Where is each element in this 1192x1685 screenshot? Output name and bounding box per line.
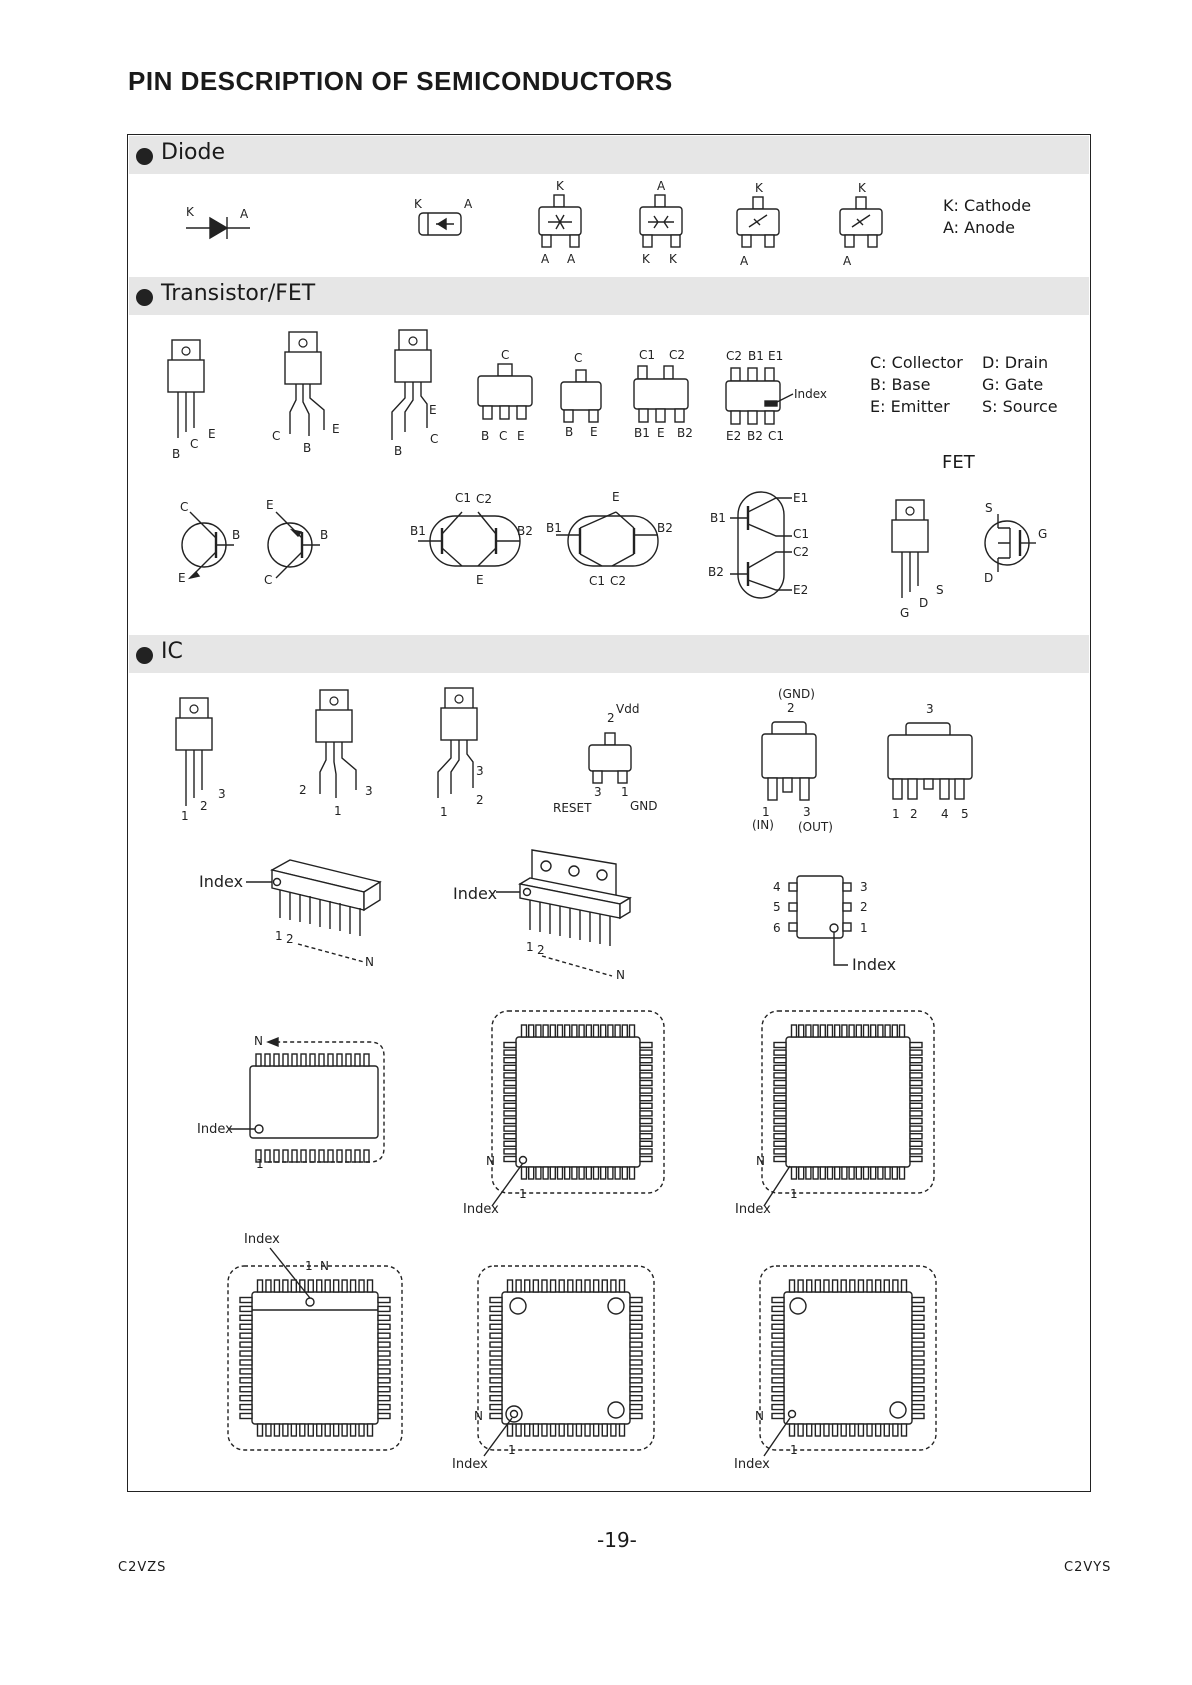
svg-text:1: 1 [275,929,283,943]
svg-text:E: E [208,427,216,441]
svg-text:1: 1 [508,1443,516,1457]
svg-text:2: 2 [607,711,615,725]
index-label-qfp1: Index [463,1202,499,1217]
section-ic-title: IC [161,639,183,664]
svg-text:B1: B1 [634,426,650,440]
svg-text:K: K [858,181,866,195]
svg-text:5: 5 [773,900,781,914]
svg-text:1: 1 [181,809,189,823]
svg-text:1: 1 [256,1157,264,1171]
svg-text:2: 2 [787,701,795,715]
ic-to220-2 [316,690,356,798]
svg-text:1: 1 [519,1187,527,1201]
svg-text:1: 1 [440,805,448,819]
sot-diode-4 [840,197,882,247]
gnd-paren-label: (GND) [778,687,815,701]
svg-text:C: C [430,432,439,446]
svg-text:B2: B2 [747,429,763,443]
svg-text:4: 4 [773,880,781,894]
pnp-symbol [268,512,320,578]
dual-transistor-5pin [634,366,688,422]
svg-text:B2: B2 [517,524,533,538]
svg-text:3: 3 [365,784,373,798]
svg-text:B: B [565,425,574,439]
sot-diode-3 [737,197,779,247]
svg-text:1: 1 [790,1187,798,1201]
qfp-a [492,1011,664,1206]
qfp-e [760,1266,936,1456]
svg-text:B2: B2 [657,521,673,535]
svg-text:A: A [567,252,576,266]
fet-package [892,500,928,598]
svg-text:D: D [984,571,994,585]
reset-label: RESET [553,801,592,815]
legend-base: B: Base [870,375,931,394]
svg-text:N: N [365,955,374,969]
svg-text:A: A [240,207,249,221]
svg-text:A: A [843,254,852,268]
svg-text:B: B [232,528,241,542]
svg-text:D: D [919,596,929,610]
svg-text:B: B [320,528,329,542]
svg-text:E1: E1 [793,491,809,505]
sot89-transistor [478,364,532,419]
ic-sot5-regulator [888,723,972,799]
svg-text:K: K [414,197,422,211]
ic-sip-2 [496,850,630,976]
qfp-d [478,1266,654,1456]
svg-text:2: 2 [910,807,918,821]
svg-text:C1: C1 [768,429,785,443]
to220-transistor-1 [168,340,204,438]
legend-anode: A: Anode [943,218,1016,237]
footer-right-code: C2VYS [1064,1560,1112,1575]
svg-text:G: G [1038,527,1048,541]
svg-text:E: E [429,403,437,417]
qfp-c [228,1248,402,1450]
sot23-transistor [561,370,601,422]
svg-text:B1: B1 [546,521,562,535]
svg-text:E: E [178,571,186,585]
dual-vertical-symbol [730,492,792,598]
svg-text:B1: B1 [410,524,426,538]
svg-text:3: 3 [926,702,934,716]
svg-text:3: 3 [594,785,602,799]
legend-cathode: K: Cathode [943,196,1032,215]
svg-text:E2: E2 [726,429,742,443]
svg-text:E: E [332,422,340,436]
qfp-b [762,1011,934,1206]
svg-text:C: C [190,437,199,451]
svg-text:4: 4 [941,807,949,821]
svg-text:K: K [755,181,763,195]
svg-text:N: N [756,1154,765,1168]
index-label-qfp5: Index [734,1457,770,1472]
svg-text:S: S [985,501,993,515]
svg-text:B1: B1 [710,511,726,525]
svg-text:C2: C2 [726,349,743,363]
index-label-sip2: Index [453,884,498,903]
svg-text:B: B [303,441,312,455]
svg-text:2: 2 [200,799,208,813]
svg-text:1: 1 [762,805,770,819]
svg-text:C: C [499,429,508,443]
svg-text:C1: C1 [639,348,656,362]
index-label-sop: Index [197,1122,233,1137]
legend-emitter: E: Emitter [870,397,950,416]
svg-text:E: E [657,426,665,440]
page-number: -19- [597,1528,637,1552]
svg-text:1: 1 [860,921,868,935]
svg-text:N: N [474,1409,483,1423]
dual-transistor-6pin [726,368,793,424]
svg-text:A: A [657,179,666,193]
to220-transistor-3 [392,330,431,440]
svg-text:N: N [486,1154,495,1168]
svg-text:2: 2 [286,932,294,946]
svg-text:2: 2 [860,900,868,914]
in-label: (IN) [752,818,774,832]
svg-text:C: C [574,351,583,365]
svg-text:1: 1 [334,804,342,818]
vdd-label: Vdd [616,702,640,716]
svg-text:E: E [517,429,525,443]
svg-text:C: C [272,429,281,443]
out-label: (OUT) [798,820,833,834]
svg-text:K: K [556,179,564,193]
svg-text:A: A [464,197,473,211]
svg-text:S: S [936,583,944,597]
svg-text:3: 3 [803,805,811,819]
svg-text:B: B [481,429,490,443]
section-diode-title: Diode [161,140,226,165]
sot-diode-1 [539,195,581,247]
svg-text:5: 5 [961,807,969,821]
svg-text:C: C [180,500,189,514]
svg-text:K: K [186,205,194,219]
svg-text:1: 1 [790,1443,798,1457]
ic-to220-1 [176,698,212,806]
svg-text:E: E [266,498,274,512]
ic-sop6 [789,876,851,965]
svg-text:B: B [394,444,403,458]
legend-collector: C: Collector [870,353,963,372]
svg-text:3: 3 [476,764,484,778]
svg-text:B: B [172,447,181,461]
svg-text:2: 2 [537,943,545,957]
index-label-sot6: Index [794,387,828,401]
footer-left-code: C2VZS [118,1560,167,1575]
dual-npn-symbol [418,512,520,566]
index-label-sip1: Index [199,872,244,891]
diode-package [419,213,461,235]
fet-symbol [985,514,1036,572]
svg-text:B2: B2 [708,565,724,579]
sot-diode-2 [640,195,682,247]
ic-sip-1 [246,860,380,962]
svg-text:K: K [669,252,677,266]
svg-text:1: 1 [305,1259,313,1273]
legend-source: S: Source [982,397,1058,416]
ic-to220-3 [438,688,477,798]
gnd-label: GND [630,799,658,813]
svg-text:E: E [612,490,620,504]
svg-text:B1: B1 [748,349,764,363]
svg-text:N: N [320,1259,329,1273]
index-label-sop6: Index [852,955,897,974]
svg-text:K: K [642,252,650,266]
svg-text:1: 1 [526,940,534,954]
svg-text:G: G [900,606,910,620]
svg-text:2: 2 [299,783,307,797]
svg-text:E2: E2 [793,583,809,597]
svg-text:C2: C2 [610,574,627,588]
section-transistor-title: Transistor/FET [161,281,316,306]
svg-text:1: 1 [621,785,629,799]
svg-text:C: C [264,573,273,587]
svg-text:E1: E1 [768,349,784,363]
svg-text:C1: C1 [793,527,810,541]
ic-sot89-regulator [762,722,816,800]
svg-text:A: A [541,252,550,266]
svg-text:C1: C1 [455,491,472,505]
svg-text:6: 6 [773,921,781,935]
svg-text:C2: C2 [476,492,493,506]
svg-text:C: C [501,348,510,362]
svg-text:N: N [616,968,625,982]
ic-sot23-regulator [589,733,631,783]
svg-text:3: 3 [218,787,226,801]
to220-transistor-2 [285,332,324,436]
svg-text:N: N [254,1034,263,1048]
svg-text:C1: C1 [589,574,606,588]
legend-gate: G: Gate [982,375,1044,394]
index-label-qfp3: Index [244,1232,280,1247]
dual-pnp-symbol [556,512,658,566]
ic-sop-wide [230,1038,384,1162]
svg-text:1: 1 [892,807,900,821]
npn-symbol [182,512,234,578]
page-title: PIN DESCRIPTION OF SEMICONDUCTORS [128,66,673,96]
index-label-qfp4: Index [452,1457,488,1472]
svg-text:A: A [740,254,749,268]
svg-text:E: E [476,573,484,587]
legend-drain: D: Drain [982,353,1049,372]
svg-text:C2: C2 [669,348,686,362]
fet-label: FET [942,452,975,473]
svg-text:C2: C2 [793,545,810,559]
svg-text:2: 2 [476,793,484,807]
svg-text:B2: B2 [677,426,693,440]
index-label-qfp2: Index [735,1202,771,1217]
svg-text:N: N [755,1409,764,1423]
svg-text:E: E [590,425,598,439]
svg-text:3: 3 [860,880,868,894]
